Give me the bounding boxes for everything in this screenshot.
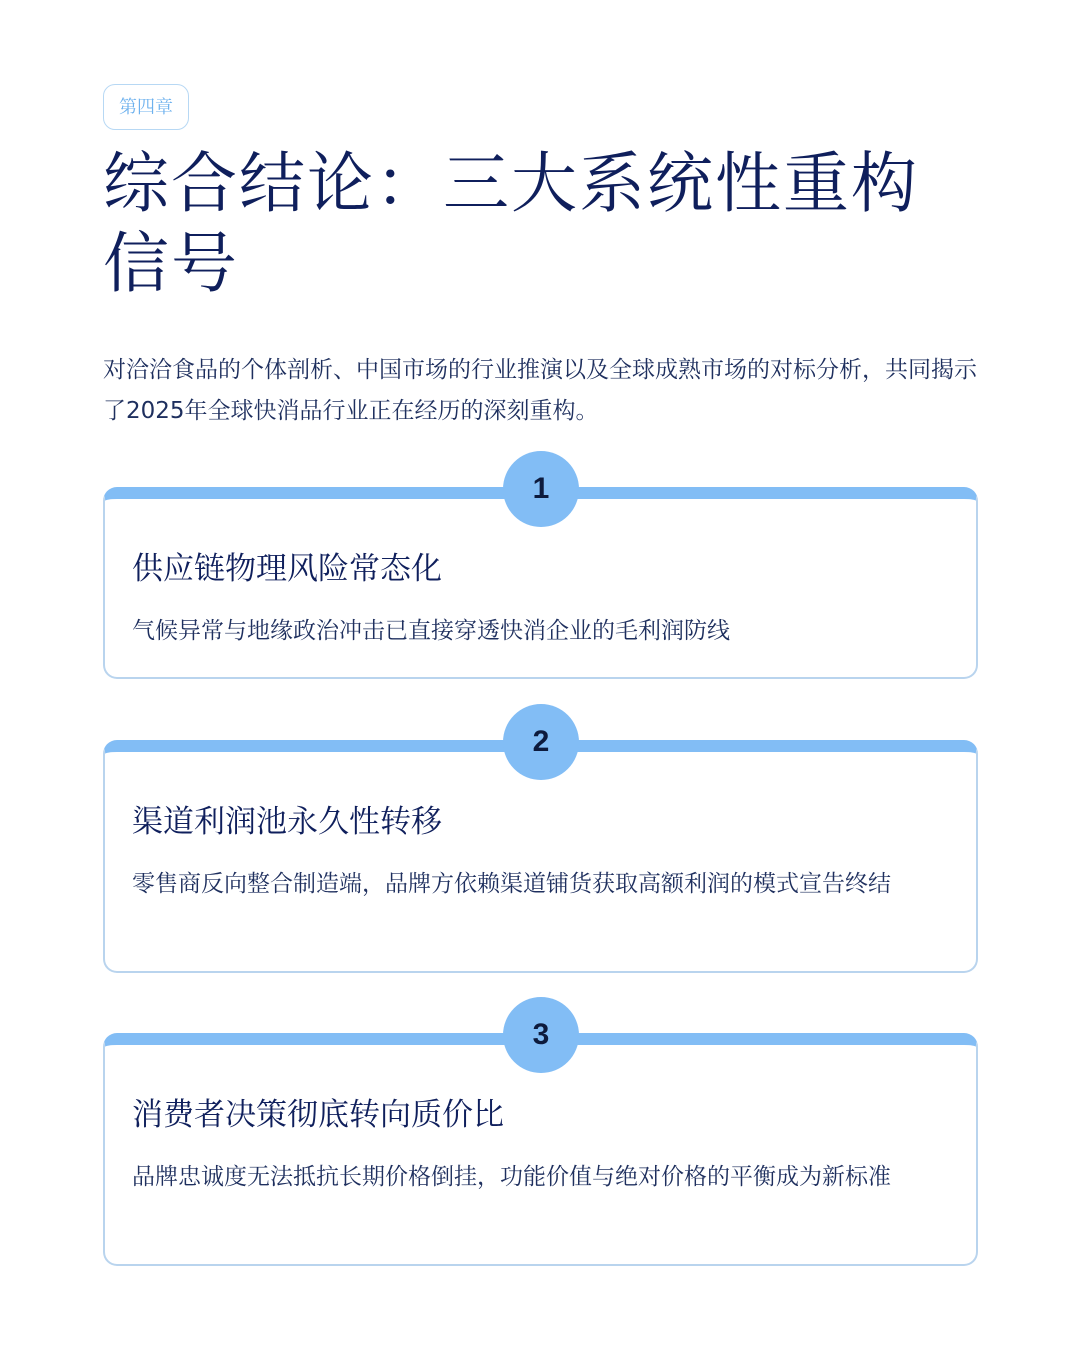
signal-description: 零售商反向整合制造端，品牌方依赖渠道铺货获取高额利润的模式宣告终结 [132,871,891,897]
signal-number-badge: 3 [503,997,579,1073]
signal-number-badge: 2 [503,704,579,780]
signal-title: 消费者决策彻底转向质价比 [132,1097,504,1133]
signal-card-1 [103,472,978,679]
page-content [103,84,978,1190]
intro-paragraph: 对洽洽食品的个体剖析、中国市场的行业推演以及全球成熟市场的对标分析，共同揭示了2025年全球快消品行业正在经历的深刻重构。 [103,357,977,424]
signal-card-3 [103,1018,978,1266]
signal-description: 气候异常与地缘政治冲击已直接穿透快消企业的毛利润防线 [132,618,730,644]
page-title: 综合结论：三大系统性重构信号 [103,145,919,302]
signal-number-badge: 1 [503,451,579,527]
signal-title: 渠道利润池永久性转移 [132,804,442,840]
signal-card-2 [103,725,978,973]
signal-description: 品牌忠诚度无法抵抗长期价格倒挂，功能价值与绝对价格的平衡成为新标准 [132,1164,891,1190]
chapter-badge: 第四章 [103,84,189,130]
signal-title: 供应链物理风险常态化 [132,551,442,587]
